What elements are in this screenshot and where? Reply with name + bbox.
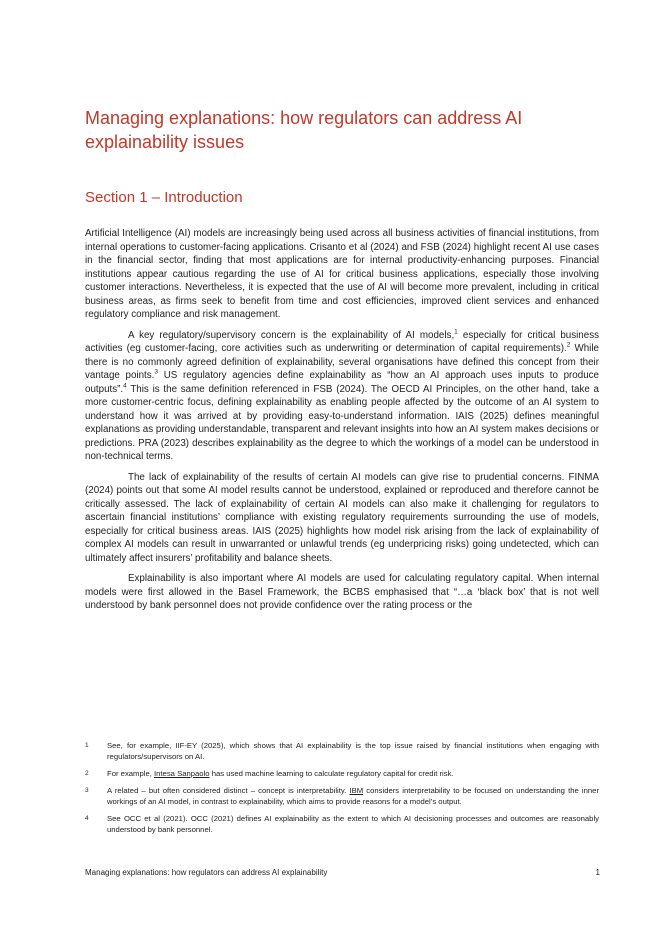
footnotes (85, 740, 599, 841)
paragraph-3: The lack of explainability of the results of certain AI models can give rise to prudential concerns. FINMA (2024) points out that some AI model results cannot be understood, explained or reproduced and therefore cannot be critically assessed. The lack of explainability of certain AI models can also make it challenging for regulators to ascertain financial institutions’ compliance with existing regulatory requirements surrounding the use of models, especially for critical business areas. IAIS (2025) highlights how model risk arising from the lack of explainability of complex AI models can result in unwarranted or unlawful trends (eg underpricing risks) going undetected, which can ultimately affect insurers’ profitability and balance sheets. (85, 471, 599, 564)
footnote-text: See OCC et al (2021). OCC (2021) defines AI explainability as the extent to which AI decisioning processes and outcomes are reasonably understood by bank personnel. (107, 814, 599, 834)
footnote-text-post: has used machine learning to calculate regulatory capital for credit risk. (209, 769, 454, 778)
paragraph-4: Explainability is also important where AI models are used for calculating regulatory capital. When internal models were first allowed in the Basel Framework, the BCBS emphasised that “…a ‘black box’ that is not well understood by bank personnel does not provide confidence over the rating process or the (85, 573, 599, 611)
footnote-number: 2 (85, 770, 89, 777)
footnote-number: 4 (85, 815, 89, 822)
page-number: 1 (595, 868, 600, 877)
footnote-text-pre: A related – but often considered distinct – concept is interpretability. (107, 786, 350, 795)
paragraph-2-text-d: US regulatory agencies define explainability as “how an AI approach uses inputs to produce outputs”. (85, 370, 599, 395)
paragraph-2-text-a: A key regulatory/supervisory concern is the explainability of AI models, (128, 329, 455, 341)
paragraph-2 (85, 329, 599, 464)
footnote-2 (85, 768, 599, 779)
footnote-number: 3 (85, 787, 89, 794)
page-title: Managing explanations: how regulators can address AI explainability issues (85, 108, 523, 152)
footnote-4 (85, 813, 599, 835)
paragraph-1: Artificial Intelligence (AI) models are increasingly being used across all business activities of financial institutions, from internal operations to customer-facing applications. Crisanto et al (2024) and FSB (2024) highlight recent AI use cases in the financial sector, finding that most applications are for internal productivity-enhancing purposes. Financial institutions appear cautious regarding the use of AI for critical business applications, especially those involving customer interactions. Nevertheless, it is expected that the use of AI will become more prevalent, including in critical business areas, as firms seek to benefit from time and cost efficiencies, improved client services and enhanced regulatory compliance and risk management. (85, 228, 599, 320)
paragraph-2-text-c: While there is no commonly agreed definition of explainability, several organisations have defined this concept from their vantage points. (85, 343, 599, 381)
footnote-text-pre: For example, (107, 769, 154, 778)
section-heading: Section 1 – Introduction (85, 189, 243, 206)
footnote-ref-1[interactable]: 1 (454, 328, 458, 336)
paragraph-2-text-b: especially for critical business activities (eg customer-facing, core activities such as underwriting or determination of capital requirements). (85, 329, 599, 354)
paragraph-2-text-e: This is the same definition referenced in FSB (2024). The OECD AI Principles, on the other hand, take a more customer-centric focus, defining explainability as enabling people affected by the outcome of an AI system to understand how it was arrived at by providing easy-to-understand information. IAIS (2025) defines meaningful explanations as providing understandable, transparent and relevant insights into how an AI system makes decisions or predictions. PRA (2023) describes explainability as the degree to which the workings of a model can be understood in non-technical terms. (85, 383, 599, 462)
footnote-ref-2[interactable]: 2 (566, 341, 571, 349)
footnote-3 (85, 785, 599, 807)
body-text (85, 227, 599, 620)
intesa-sanpaolo-link[interactable]: Intesa Sanpaolo (154, 769, 210, 778)
footnote-ref-4[interactable]: 4 (123, 382, 127, 390)
footer-title: Managing explanations: how regulators can address AI explainability (85, 868, 328, 877)
footnote-ref-3[interactable]: 3 (154, 368, 159, 376)
ibm-link[interactable]: IBM (349, 786, 364, 795)
footnote-number: 1 (85, 742, 89, 749)
footnote-1 (85, 740, 599, 762)
footnote-text-post: considers interpretability to be focused on understanding the inner workings of an AI model, in contrast to explainability, which aims to provide reasons for a model’s output. (107, 786, 599, 806)
footnote-text: See, for example, IIF-EY (2025), which shows that AI explainability is the top issue raised by financial institutions when engaging with regulators/supervisors on AI. (107, 741, 599, 761)
